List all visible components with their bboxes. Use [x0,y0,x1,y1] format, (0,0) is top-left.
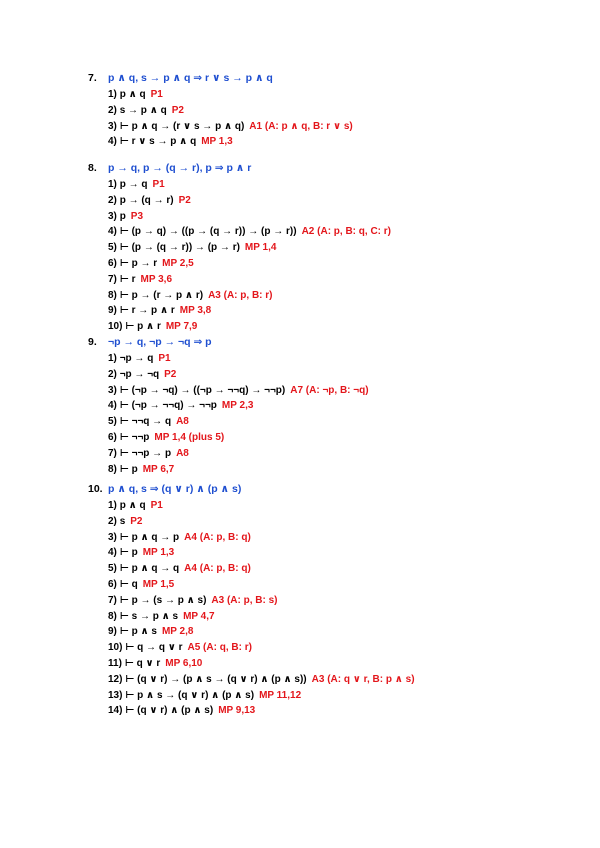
proof-step [108,561,588,577]
proof-steps [108,177,588,335]
step-number: 6) [108,431,117,443]
step-formula: ⊢ ¬¬p → p [119,447,172,459]
proof-steps [108,351,588,477]
step-number: 2) [108,515,117,527]
step-justification: A8 [176,416,189,428]
proof-step [108,398,588,414]
proof-step [108,446,588,462]
step-number: 3) [108,120,117,132]
step-number: 13) [108,689,123,701]
problem-7 [88,70,588,150]
proof-step [108,462,588,478]
step-justification: A1 (A: p ∧ q, B: r ∨ s) [249,120,353,132]
proof-step [108,656,588,672]
step-formula: ⊢ q [119,578,138,590]
step-number: 3) [108,531,117,543]
step-justification: P1 [150,500,163,511]
step-justification: MP 2,3 [221,400,254,412]
step-justification: MP 2,8 [161,626,194,638]
step-justification: MP 1,3 [142,547,175,559]
step-justification: MP 2,5 [162,257,194,269]
step-number: 3) [108,210,117,222]
step-justification: MP 3,8 [179,305,212,317]
proof-step [108,414,588,430]
proof-step [108,224,588,240]
proof-step [108,288,588,304]
step-formula: p ∧ q [119,89,146,100]
step-number: 8) [108,463,117,475]
step-number: 1) [108,353,117,364]
proof-step [108,367,588,383]
step-number: 5) [108,242,117,254]
step-formula: ⊢ (q ∨ r) → (p ∧ s → (q ∨ r) ∧ (p ∧ s)) [125,673,307,685]
step-formula: ⊢ p ∧ r [125,321,161,333]
step-number: 1) [108,89,117,100]
proof-step [108,498,588,514]
step-formula: p → (q → r) [119,194,174,206]
proof-step [108,624,588,640]
step-formula: ⊢ r [119,273,136,285]
proof-step [108,303,588,319]
step-formula: ⊢ (q ∨ r) ∧ (p ∧ s) [125,705,214,717]
step-justification: P2 [178,194,191,206]
step-formula: p → q [119,179,148,190]
step-number: 6) [108,578,117,590]
step-number: 9) [108,626,117,638]
step-number: 4) [108,136,117,148]
step-justification: MP 6,7 [142,463,175,475]
problem-number: 8. [88,162,97,174]
step-formula: ⊢ (p → q) → ((p → (q → r)) → (p → r)) [119,226,297,238]
step-number: 12) [108,673,123,685]
proof-step [108,177,588,193]
step-formula: p ∧ q [119,500,146,511]
step-justification: P1 [152,179,165,190]
step-formula: ⊢ p → (s → p ∧ s) [119,594,207,606]
step-justification: A3 (A: p, B: s) [211,594,278,606]
step-justification: MP 1,5 [142,578,175,590]
step-justification: A5 (A: q, B: r) [187,642,252,654]
step-formula: ⊢ p ∧ q → p [119,531,180,543]
step-number: 1) [108,179,117,190]
step-formula: ⊢ (p → (q → r)) → (p → r) [119,242,240,254]
step-justification: MP 6,10 [165,657,203,669]
proof-step [108,514,588,530]
step-justification: A7 (A: ¬p, B: ¬q) [290,384,369,396]
step-number: 6) [108,257,117,269]
problem-8 [88,160,588,335]
problem-10 [88,481,588,719]
step-justification: A3 (A: p, B: r) [208,289,273,301]
proof-step [108,103,588,119]
proof-step [108,577,588,593]
proof-step [108,688,588,704]
step-justification: P2 [130,515,143,527]
proof-step [108,640,588,656]
step-formula: ⊢ ¬¬q → q [119,416,172,428]
step-justification: MP 1,4 [244,242,277,254]
problem-header [88,160,588,177]
step-justification: P1 [158,353,171,364]
problem-9 [88,334,588,477]
problem-statement: p ∧ q, s ⇒ (q ∨ r) ∧ (p ∧ s) [108,483,242,495]
step-formula: ¬p → ¬q [119,368,160,380]
step-justification: MP 1,3 [201,136,233,148]
step-formula: ⊢ q → q ∨ r [125,642,183,654]
proof-step [108,383,588,399]
problem-statement: p → q, p → (q → r), p ⇒ p ∧ r [108,162,252,174]
problem-number: 9. [88,336,97,348]
step-justification: A2 (A: p, B: q, C: r) [301,226,392,238]
step-number: 10) [108,642,123,654]
step-number: 10) [108,321,123,333]
step-number: 4) [108,226,117,238]
problem-statement: p ∧ q, s → p ∧ q ⇒ r ∨ s → p ∧ q [108,72,273,84]
step-justification: MP 7,9 [165,321,198,333]
proof-step [108,209,588,225]
step-number: 9) [108,305,117,317]
problem-number: 10. [88,483,103,495]
step-formula: s → p ∧ q [119,104,167,116]
step-justification: A4 (A: p, B: q) [184,531,251,543]
proof-step [108,87,588,103]
proof-step [108,193,588,209]
step-formula: ⊢ (¬p → ¬¬q) → ¬¬p [119,400,217,412]
step-formula: ⊢ p [119,547,138,559]
problem-header [88,334,588,351]
step-justification: P2 [164,368,177,380]
proof-step [108,256,588,272]
proof-step [108,351,588,367]
step-formula: s [119,515,126,527]
step-justification: P3 [130,210,144,222]
step-formula: ⊢ p ∧ q → (r ∨ s → p ∧ q) [119,120,245,132]
proof-step [108,319,588,335]
step-justification: A3 (A: q ∨ r, B: p ∧ s) [311,673,415,685]
step-justification: P2 [171,104,184,116]
step-number: 7) [108,447,117,459]
step-justification: MP 1,4 (plus 5) [154,431,225,443]
step-number: 5) [108,563,117,575]
problem-header [88,481,588,498]
step-formula: ⊢ r ∨ s → p ∧ q [119,136,197,148]
problem-header [88,70,588,87]
step-formula: ¬p → q [119,353,154,364]
step-justification: P1 [150,89,163,100]
step-justification: MP 4,7 [183,610,215,622]
step-formula: ⊢ (¬p → ¬q) → ((¬p → ¬¬q) → ¬¬p) [119,384,286,396]
step-formula: p [119,210,126,222]
step-number: 5) [108,416,117,428]
proof-step [108,703,588,719]
step-number: 4) [108,400,117,412]
proof-steps [108,87,588,150]
proof-step [108,593,588,609]
step-number: 7) [108,273,117,285]
step-number: 4) [108,547,117,559]
problem-number: 7. [88,72,97,84]
step-formula: ⊢ r → p ∧ r [119,305,175,317]
step-number: 7) [108,594,117,606]
proof-step [108,240,588,256]
step-justification: A8 [176,447,189,459]
step-number: 11) [108,657,122,669]
step-formula: ⊢ p → r [119,257,158,269]
step-formula: ⊢ p → (r → p ∧ r) [119,289,204,301]
step-formula: ⊢ p ∧ s [119,626,157,638]
proof-step [108,119,588,135]
proof-step [108,530,588,546]
step-formula: ⊢ ¬¬p [119,431,150,443]
step-number: 1) [108,500,117,511]
proof-step [108,272,588,288]
step-justification: MP 11,12 [259,689,302,701]
step-number: 8) [108,610,117,622]
step-number: 2) [108,368,117,380]
step-formula: ⊢ p ∧ s → (q ∨ r) ∧ (p ∧ s) [125,689,255,701]
step-number: 14) [108,705,123,717]
step-number: 2) [108,104,117,116]
step-formula: ⊢ p ∧ q → q [119,563,180,575]
proof-step [108,545,588,561]
step-formula: ⊢ p [119,463,138,475]
step-number: 8) [108,289,117,301]
proof-step [108,672,588,688]
step-number: 2) [108,194,117,206]
proof-step [108,430,588,446]
proof-step [108,134,588,150]
step-justification: A4 (A: p, B: q) [184,563,251,575]
proof-steps [108,498,588,719]
step-formula: ⊢ q ∨ r [124,657,161,669]
step-number: 3) [108,384,117,396]
proof-step [108,609,588,625]
step-justification: MP 9,13 [218,705,256,717]
problem-statement: ¬p → q, ¬p → ¬q ⇒ p [108,336,212,348]
step-justification: MP 3,6 [140,273,172,285]
step-formula: ⊢ s → p ∧ s [119,610,179,622]
